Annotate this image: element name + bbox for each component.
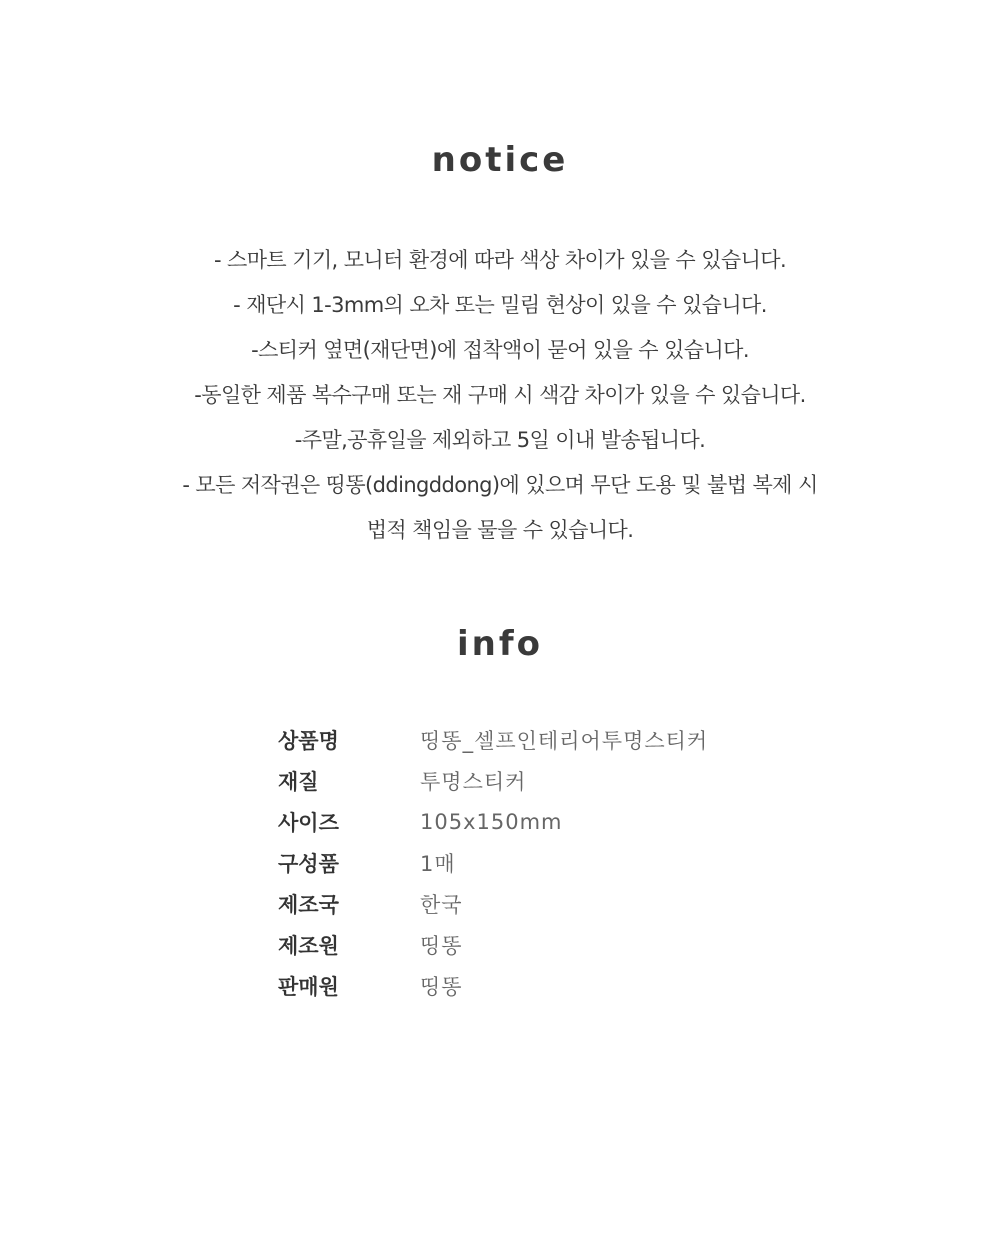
notice-line: 법적 책임을 물을 수 있습니다. (366, 518, 634, 542)
info-value: 105x150mm (420, 809, 563, 834)
info-value: 투명스티커 (420, 769, 527, 794)
info-label: 제조국 (278, 892, 339, 917)
notice-line: - 모든 저작권은 띵똥(ddingddong)에 있으며 무단 도용 및 불법 복제 시 (182, 473, 818, 497)
notice-line: -스티커 옆면(재단면)에 접착액이 묻어 있을 수 있습니다. (251, 338, 749, 362)
info-label: 상품명 (278, 728, 339, 753)
info-label: 판매원 (278, 974, 339, 999)
product-info-table (278, 719, 758, 1006)
info-value: 띵똥_셀프인테리어투명스티커 (420, 728, 709, 753)
info-value: 1매 (420, 851, 456, 876)
info-row-contents (278, 842, 758, 883)
info-row-seller (278, 965, 758, 1006)
info-row-country (278, 883, 758, 924)
notice-title: notice (431, 140, 569, 180)
info-row-size (278, 801, 758, 842)
info-value: 띵똥 (420, 933, 463, 958)
notice-line: - 스마트 기기, 모니터 환경에 따라 색상 차이가 있을 수 있습니다. (213, 248, 787, 272)
info-title: info (456, 624, 543, 664)
info-value: 한국 (420, 892, 463, 917)
info-label: 재질 (278, 769, 319, 794)
notice-line: - 재단시 1-3mm의 오차 또는 밀림 현상이 있을 수 있습니다. (233, 293, 767, 317)
info-label: 사이즈 (278, 810, 339, 835)
notice-list (0, 238, 1000, 553)
notice-line: -주말,공휴일을 제외하고 5일 이내 발송됩니다. (294, 428, 706, 452)
info-row-material (278, 760, 758, 801)
info-row-product-name (278, 719, 758, 760)
info-label: 구성품 (278, 851, 339, 876)
info-row-manufacturer (278, 924, 758, 965)
info-value: 띵똥 (420, 974, 463, 999)
info-label: 제조원 (278, 933, 339, 958)
notice-line: -동일한 제품 복수구매 또는 재 구매 시 색감 차이가 있을 수 있습니다. (194, 383, 806, 407)
